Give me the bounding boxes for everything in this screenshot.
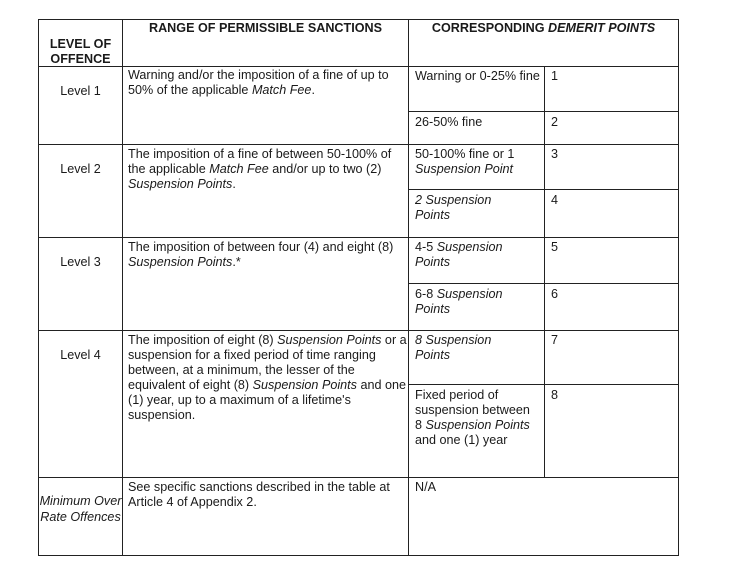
demerit-desc-4 [415, 193, 515, 223]
sanction-text-run: The imposition of between four (4) and eight (8) [128, 240, 394, 254]
sanction-text-level-2 [128, 147, 402, 192]
level-label-1: Level 1 [60, 84, 101, 98]
sanction-text-level-1 [128, 68, 402, 98]
header-corresponding-points [409, 21, 678, 36]
header-level-line1: LEVEL OF [49, 37, 112, 51]
sanction-text-run: . [232, 177, 236, 191]
level-label-2: Level 2 [60, 162, 101, 176]
demerit-desc-5 [415, 240, 530, 270]
level-label-4: Level 4 [60, 348, 101, 362]
sanction-text-level-3 [128, 240, 402, 270]
sanction-text-run: . [311, 83, 315, 97]
demerit-desc-3 [415, 147, 540, 177]
grid-line-top [38, 19, 678, 20]
demerit-desc-run: 50-100% fine or 1 [415, 147, 515, 161]
sanction-text-run: and one (1) year, up to a maximum of a lifetime's suspension. [128, 378, 406, 422]
grid-line-minimum [38, 477, 678, 478]
header-range-text: RANGE OF PERMISSIBLE SANCTIONS [148, 21, 382, 35]
sanction-text-run: Suspension Points [252, 378, 357, 392]
sanction-text-minimum [128, 480, 402, 510]
demerit-desc-run: 4-5 [415, 240, 437, 254]
demerit-desc-run: 6-8 [415, 287, 437, 301]
demerit-points-1: 1 [551, 69, 559, 83]
demerit-points-4: 4 [551, 193, 559, 207]
demerit-desc-7 [415, 333, 515, 363]
grid-line-l4 [38, 330, 678, 331]
level-label-3: Level 3 [60, 255, 101, 269]
sanction-text-run: The imposition of a fine of between 50-100% of the applicable [128, 147, 392, 176]
demerit-points-2: 2 [551, 115, 559, 129]
sanction-text-run: and/or up to two (2) [268, 162, 382, 176]
demerit-desc-8 [415, 388, 540, 448]
demerit-desc-run: 8 Suspension Points [415, 333, 492, 362]
demerit-points-6: 6 [551, 287, 559, 301]
grid-line-col1 [122, 19, 123, 556]
sanction-text-run: or a suspension for a fixed period of time ranging between, at a minimum, the lesser of the equivalent of eight (8) [128, 333, 407, 392]
grid-line-l3 [38, 237, 678, 238]
demerit-desc-run: Warning or 0-25% fine [415, 69, 540, 83]
header-level-line2: OFFENCE [50, 52, 111, 66]
sanction-text-run: Suspension Points [277, 333, 382, 347]
demerit-desc-run: Suspension Points [425, 418, 530, 432]
header-demerit-points: DEMERIT POINTS [548, 21, 656, 35]
demerit-desc-1 [415, 69, 540, 84]
grid-line-right [678, 19, 679, 556]
demerit-points-8: 8 [551, 388, 559, 402]
sanction-text-run: See specific sanctions described in the table at Article 4 of Appendix 2. [128, 480, 390, 509]
sanction-text-run: Warning and/or the imposition of a fine of up to 50% of the applicable [128, 68, 389, 97]
demerit-desc-run: 26-50% fine [415, 115, 483, 129]
grid-line-left [38, 19, 39, 556]
header-level-of-offence [39, 37, 122, 67]
header-corresponding-prefix: CORRESPONDING [431, 21, 549, 35]
sanction-text-level-4 [128, 333, 408, 423]
demerit-points-5: 5 [551, 240, 559, 254]
demerit-desc-run: Suspension Point [415, 162, 514, 176]
demerit-desc-run: 2 Suspension Points [415, 193, 492, 222]
sanction-text-run: Suspension Points [128, 255, 233, 269]
demerit-na: N/A [415, 480, 436, 494]
sanction-text-run: The imposition of eight (8) [128, 333, 278, 347]
demerit-desc-run: and one (1) year [415, 433, 508, 447]
grid-line-l2 [38, 144, 678, 145]
sanction-text-run: Match Fee [251, 83, 312, 97]
demerit-desc-run: Fixed period of suspension between 8 [415, 388, 530, 432]
grid-line-header [122, 66, 678, 67]
level-label-minimum-over-rate [39, 494, 122, 525]
grid-line-col2 [408, 19, 409, 556]
sanction-text-run: Suspension Points [128, 177, 233, 191]
sanction-text-run: Match Fee [209, 162, 269, 176]
demerit-desc-run: Suspension Points [415, 240, 503, 269]
demerit-desc-2 [415, 115, 540, 130]
demerit-desc-run: Suspension Points [415, 287, 503, 316]
demerit-points-3: 3 [551, 147, 559, 161]
grid-line-bottom [38, 555, 678, 556]
header-range-of-sanctions [123, 21, 408, 36]
minimum-over-rate-text: Minimum Over Rate Offences [39, 494, 122, 524]
sanction-text-run: .* [232, 255, 241, 269]
demerit-points-7: 7 [551, 333, 559, 347]
demerit-desc-6 [415, 287, 530, 317]
grid-line-col3 [544, 66, 545, 477]
